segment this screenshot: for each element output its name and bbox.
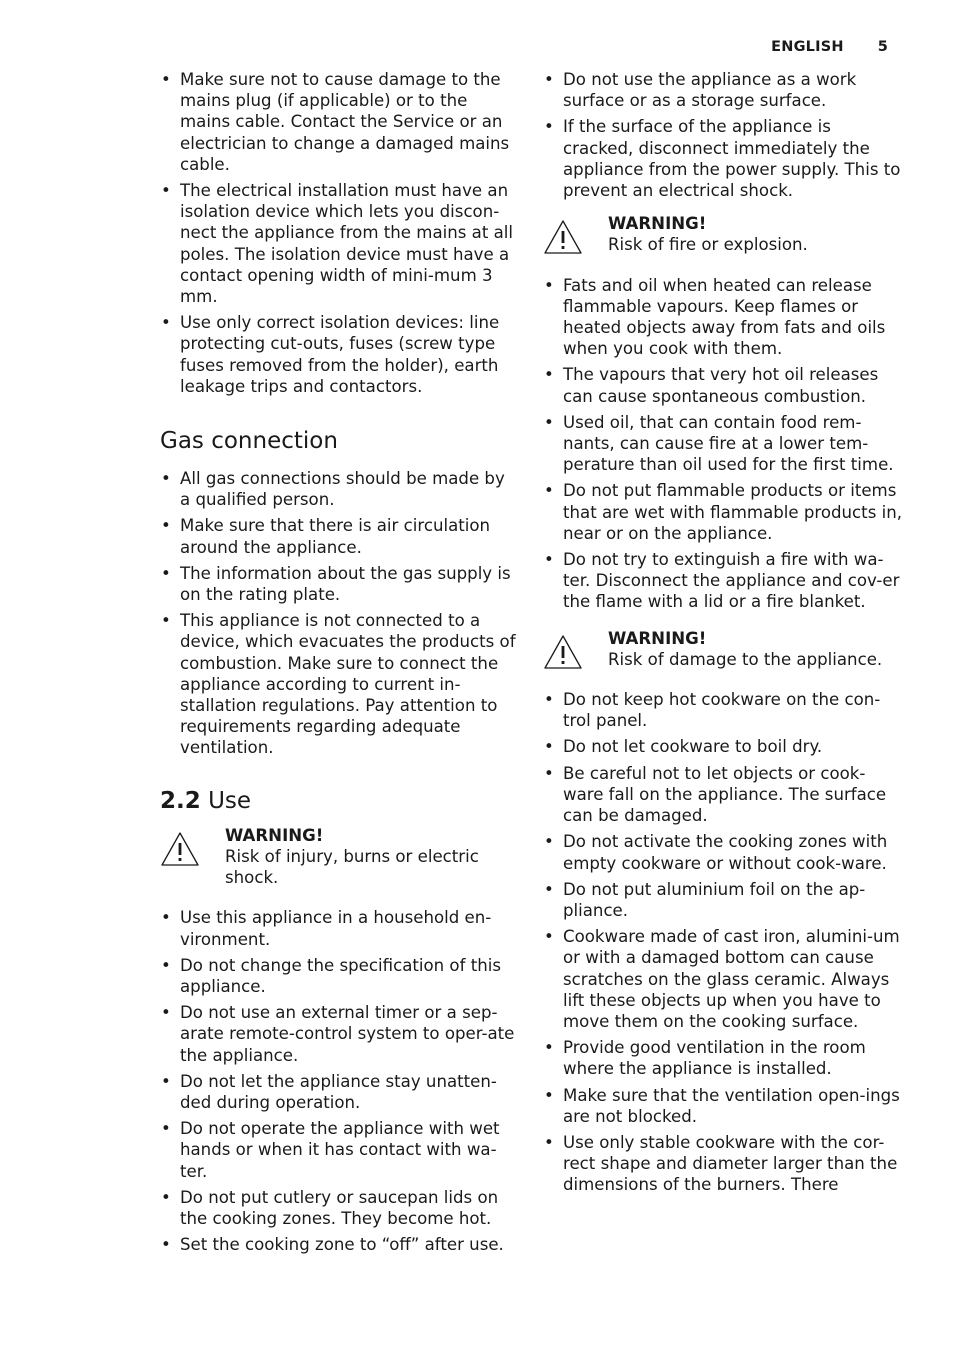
list-item: • Do not put aluminium foil on the ap-pliance. xyxy=(543,879,903,921)
list-item: • Do not put flammable products or items that are wet with flammable products in, near or on the appliance. xyxy=(543,480,903,544)
surface-list xyxy=(543,69,903,201)
page-number: 5 xyxy=(877,39,888,55)
list-item: • Provide good ventilation in the room where the appliance is installed. xyxy=(543,1037,903,1079)
list-item: • Make sure that there is air circulation around the appliance. xyxy=(160,515,520,557)
warning-box xyxy=(543,628,903,670)
page-header xyxy=(771,39,888,55)
list-item: • Do not try to extinguish a fire with wa-ter. Disconnect the appliance and cov-er the flame with a lid or a fire blanket. xyxy=(543,549,903,613)
list-item: • Make sure that the ventilation open-ings are not blocked. xyxy=(543,1085,903,1127)
list-item: • Make sure not to cause damage to the mains plug (if applicable) or to the mains cable. Contact the Service or an electrician to change a damaged mains cable. xyxy=(160,69,520,175)
list-item: • The vapours that very hot oil releases can cause spontaneous combustion. xyxy=(543,364,903,406)
list-item: • Use only stable cookware with the cor-rect shape and diameter larger than the dimensions of the burners. There xyxy=(543,1132,903,1196)
section-name: Use xyxy=(208,787,252,814)
warning-text: Risk of injury, burns or electric shock. xyxy=(225,846,479,888)
list-item: • The information about the gas supply is on the rating plate. xyxy=(160,563,520,605)
warning-text: Risk of fire or explosion. xyxy=(608,235,808,255)
damage-list xyxy=(543,689,903,1195)
left-column xyxy=(160,69,520,1260)
list-item: • Do not keep hot cookware on the con-trol panel. xyxy=(543,689,903,731)
list-item: • Do not use the appliance as a work surface or as a storage surface. xyxy=(543,69,903,111)
list-item: • Use only correct isolation devices: line protecting cut-outs, fuses (screw type fuses removed from the holder), earth leakage trips and contactors. xyxy=(160,312,520,397)
list-item: • Used oil, that can contain food rem-nants, can cause fire at a lower tem-perature than oil used for the first time. xyxy=(543,412,903,476)
list-item: • The electrical installation must have an isolation device which lets you discon-nect the appliance from the mains at all poles. The isolation device must have a contact opening width of mini-mum 3 mm. xyxy=(160,180,520,307)
list-item: • All gas connections should be made by a qualified person. xyxy=(160,468,520,510)
warning-triangle-icon xyxy=(543,219,583,255)
section-title-use xyxy=(160,787,520,815)
list-item: • Do not let the appliance stay unatten-ded during operation. xyxy=(160,1071,520,1113)
list-item: • Do not operate the appliance with wet hands or when it has contact with wa-ter. xyxy=(160,1118,520,1182)
list-item: • Be careful not to let objects or cook-ware fall on the appliance. The surface can be damaged. xyxy=(543,763,903,827)
header-language: ENGLISH xyxy=(771,39,844,55)
list-item: • Do not let cookware to boil dry. xyxy=(543,736,903,757)
section-title-gas: Gas connection xyxy=(160,428,338,455)
warning-text: Risk of damage to the appliance. xyxy=(608,649,883,669)
list-item: • Cookware made of cast iron, alumini-um or with a damaged bottom can cause scratches on the glass ceramic. Always lift these objects up when you have to move them on the cooking surface. xyxy=(543,926,903,1032)
list-item: • If the surface of the appliance is cracked, disconnect immediately the appliance from the power supply. This to prevent an electrical shock. xyxy=(543,116,903,201)
list-item: • Use this appliance in a household en-vironment. xyxy=(160,907,520,949)
use-list xyxy=(160,907,520,1255)
list-item: • This appliance is not connected to a device, which evacuates the products of combustion. Make sure to connect the appliance according to current in-stallation regulations. Pay attention to requirements regarding adequate ventilation. xyxy=(160,610,520,758)
fire-list xyxy=(543,275,903,613)
section-number: 2.2 xyxy=(160,787,201,814)
list-item: • Set the cooking zone to “off” after use. xyxy=(160,1234,520,1255)
list-item: • Do not put cutlery or saucepan lids on the cooking zones. They become hot. xyxy=(160,1187,520,1229)
electrical-list xyxy=(160,69,520,397)
gas-list xyxy=(160,468,520,759)
warning-box xyxy=(160,825,520,889)
list-item: • Do not use an external timer or a sep-arate remote-control system to oper-ate the appliance. xyxy=(160,1002,520,1066)
warning-triangle-icon xyxy=(543,634,583,670)
warning-title: WARNING! xyxy=(225,825,324,845)
warning-box xyxy=(543,213,903,255)
warning-triangle-icon xyxy=(160,831,200,867)
warning-title: WARNING! xyxy=(608,628,707,648)
list-item: • Fats and oil when heated can release flammable vapours. Keep flames or heated objects away from fats and oils when you cook with them. xyxy=(543,275,903,360)
warning-title: WARNING! xyxy=(608,214,707,234)
list-item: • Do not change the specification of this appliance. xyxy=(160,955,520,997)
right-column xyxy=(543,69,903,1201)
list-item: • Do not activate the cooking zones with empty cookware or without cook-ware. xyxy=(543,831,903,873)
